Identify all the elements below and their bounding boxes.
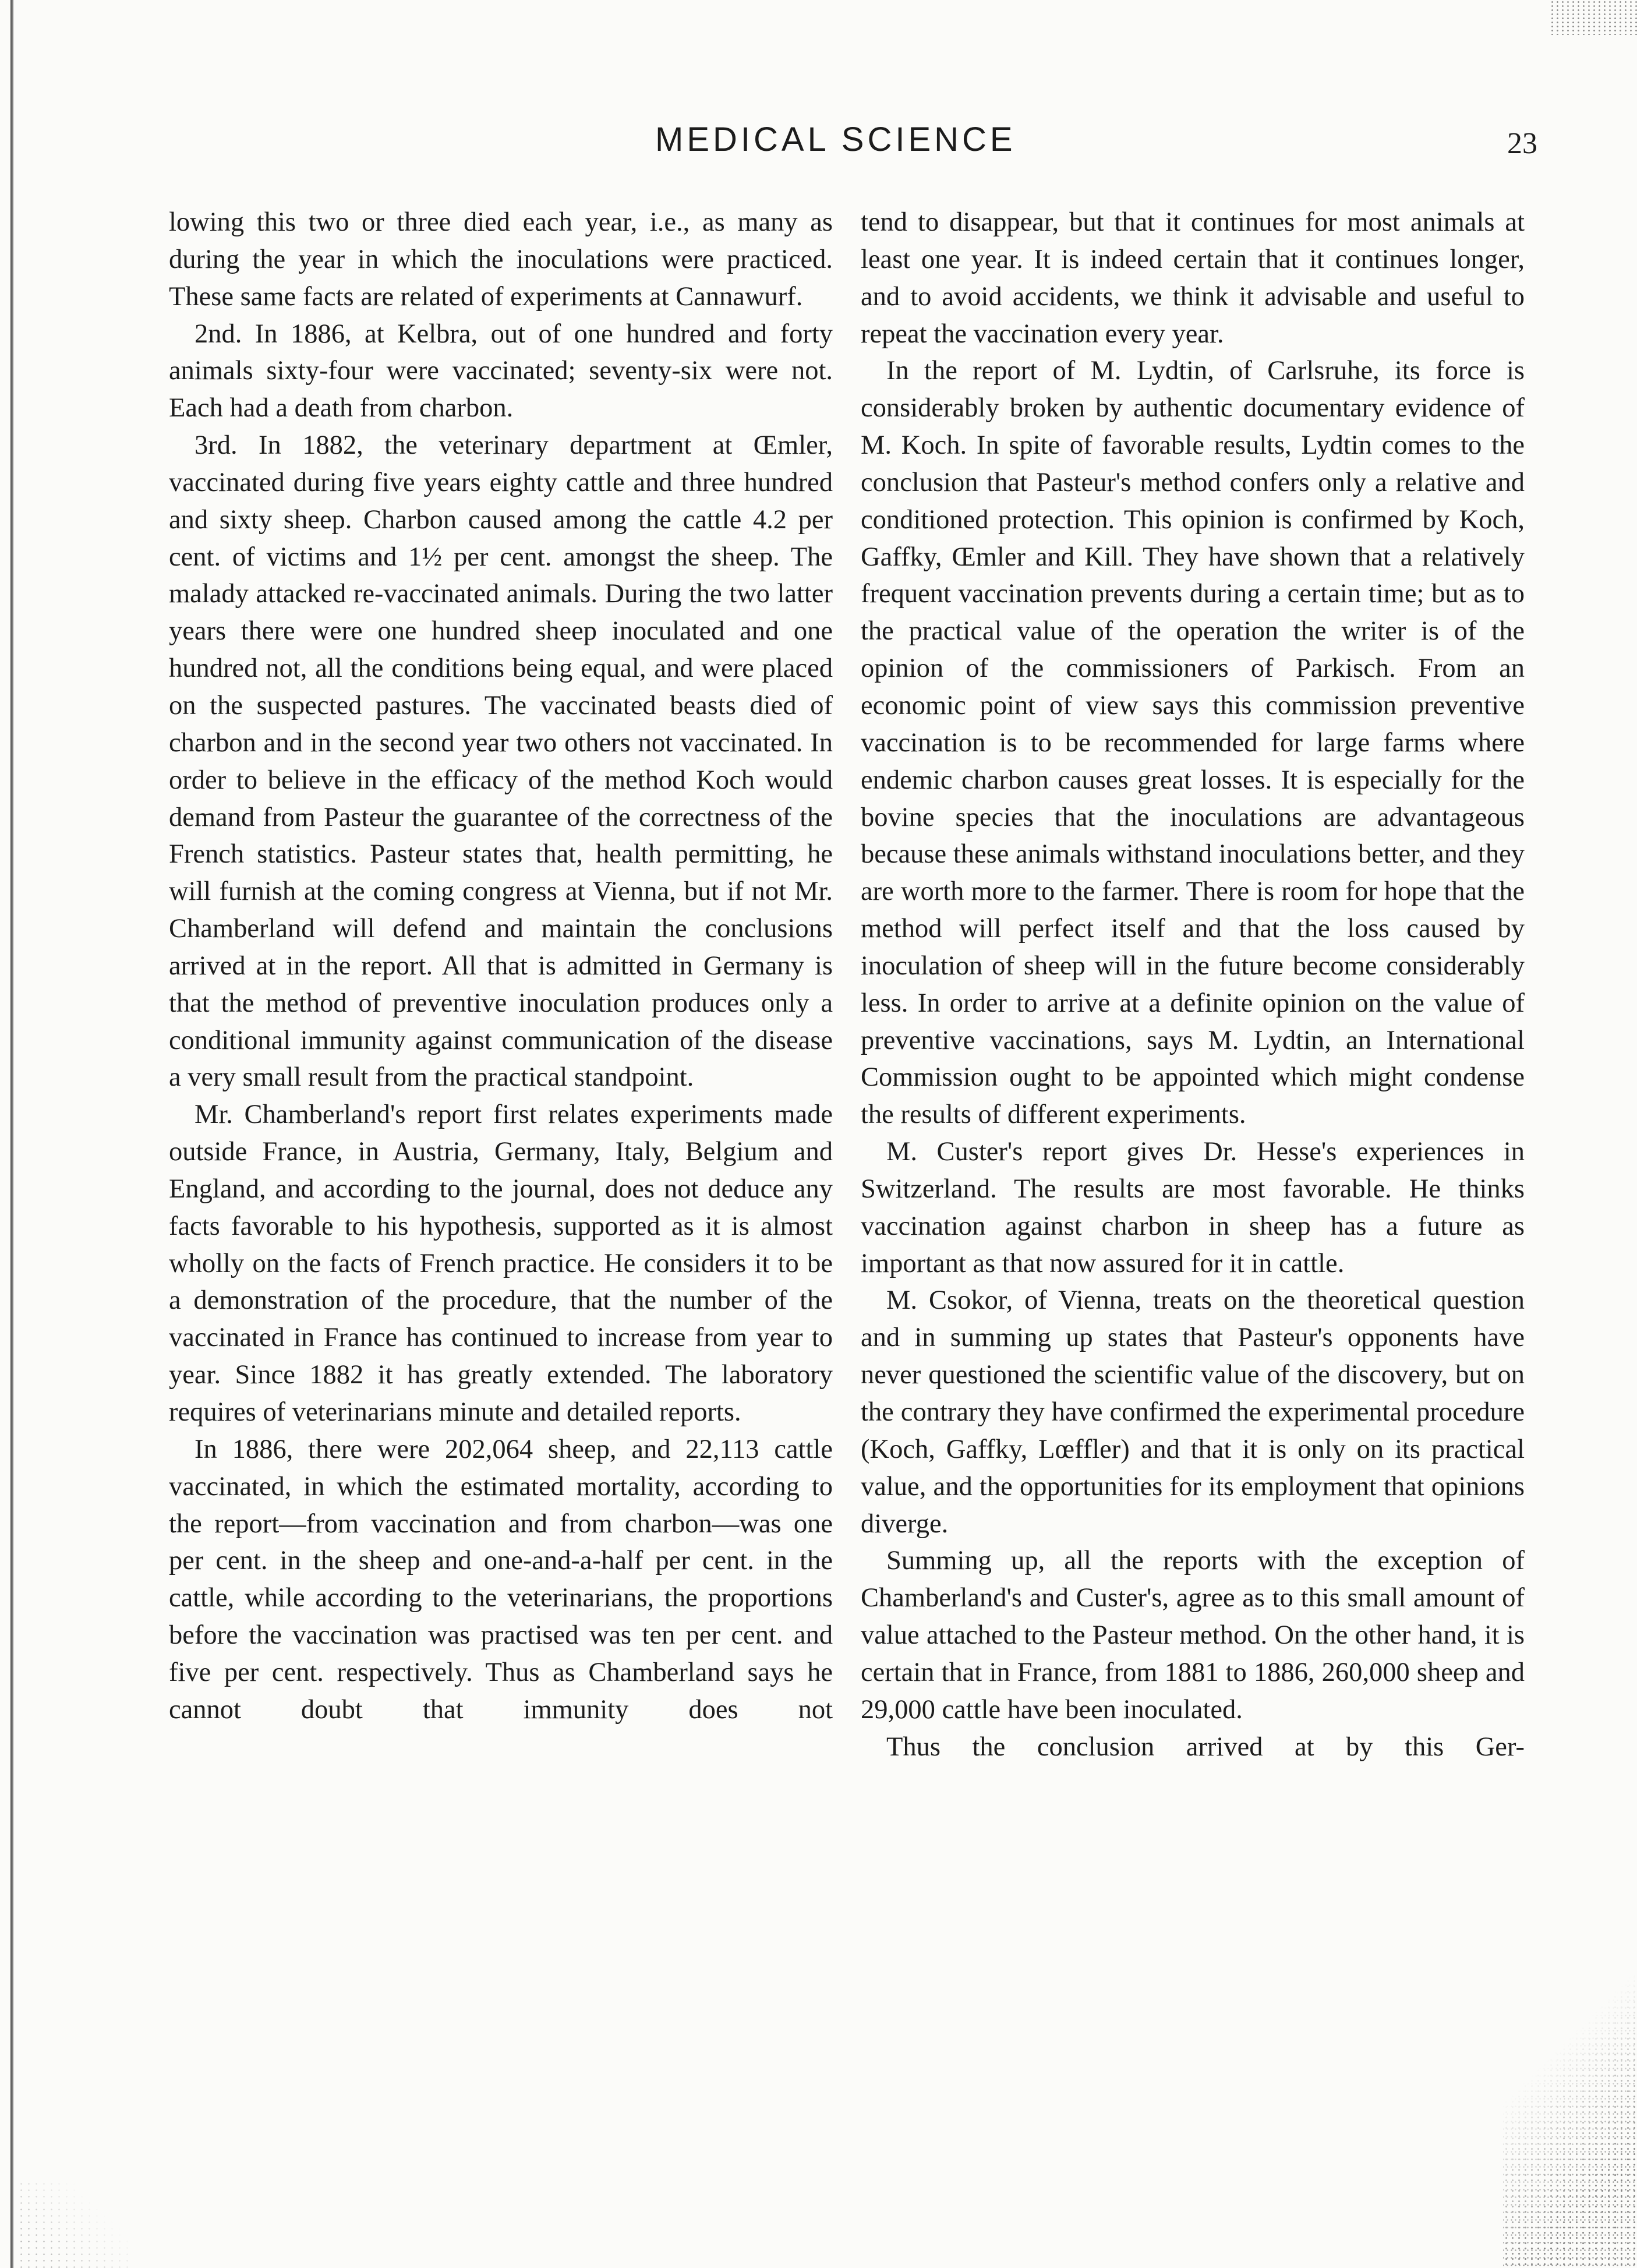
paragraph: 2nd. In 1886, at Kelbra, out of one hundred and forty animals sixty-four were vaccinated; seventy-six were not. Each had a death from charbon. — [169, 319, 833, 423]
paragraph: In 1886, there were 202,064 sheep, and 22,113 cattle vaccinated, in which the estimated mortality, according to the report—from vaccination and from charbon—was one per cent. in the sheep and one-and-a-half per cent. in the cattle, while according to the veterinarians, the proportions before the vaccination was practised was ten per cent. and five per cent. respectively. Thus as Chamberland says he cannot doubt that immunity does not — [169, 1434, 833, 1725]
paragraph: lowing this two or three died each year, i.e., as many as during the year in which the inoculations were practiced. These same facts are related of experiments at Cannawurf. — [169, 207, 833, 312]
text-column-left — [169, 204, 833, 1729]
paragraph: Mr. Chamberland's report first relates experiments made outside France, in Austria, Germany, Italy, Belgium and England, and according to the journal, does not deduce any facts favorable to his hypothesis, supported as it is almost wholly on the facts of French practice. He considers it to be a demonstration of the procedure, that the number of the vaccinated in France has continued to increase from year to year. Since 1882 it has greatly extended. The laboratory requires of veterinarians minute and detailed reports. — [169, 1100, 833, 1427]
paragraph: Thus the conclusion arrived at by this Ger- — [886, 1732, 1525, 1762]
binding-edge — [10, 0, 14, 2268]
paragraph: tend to disappear, but that it continues for most animals at least one year. It is indeed certain that it continues longer, and to avoid accidents, we think it advisable and useful to repeat the vaccination every year. — [861, 207, 1525, 349]
text-column-right — [861, 204, 1525, 1765]
paragraph: M. Custer's report gives Dr. Hesse's experiences in Switzerland. The results are most favorable. He thinks vaccination against charbon in sheep has a future as important as that now assured for it in cattle. — [861, 1137, 1525, 1278]
paragraph: 3rd. In 1882, the veterinary department at Œmler, vaccinated during five years eighty cattle and three hundred and sixty sheep. Charbon caused among the cattle 4.2 per cent. of victims and 1½ per cent. amongst the sheep. The malady attacked re-vaccinated animals. During the two latter years there were one hundred sheep inoculated and one hundred not, all the conditions being equal, and were placed on the suspected pastures. The vaccinated beasts died of charbon and in the second year two others not vaccinated. In order to believe in the efficacy of the method Koch would demand from Pasteur the guarantee of the correctness of the French statistics. Pasteur states that, health permitting, he will furnish at the coming congress at Vienna, but if not Mr. Chamberland will defend and maintain the conclusions arrived at in the report. All that is admitted in Germany is that the method of preventive inoculation produces only a conditional immunity against communication of the disease a very small result from the practical standpoint. — [169, 430, 833, 1093]
running-title: MEDICAL SCIENCE — [655, 121, 1016, 158]
scan-smudge-bottom-left — [17, 2181, 134, 2268]
paragraph: Summing up, all the reports with the exception of Chamberland's and Custer's, agree as to this small amount of value attached to the Pasteur method. On the other hand, it is certain that in France, from 1881 to 1886, 260,000 sheep and 29,000 cattle have been inoculated. — [861, 1546, 1525, 1725]
paragraph: In the report of M. Lydtin, of Carlsruhe, its force is considerably broken by authentic documentary evidence of M. Koch. In spite of favorable results, Lydtin comes to the conclusion that Pasteur's method confers only a relative and conditioned protection. This opinion is confirmed by Koch, Gaffky, Œmler and Kill. They have shown that a relatively frequent vaccination prevents during a certain time; but as to the practical value of the operation the writer is of the opinion of the commissioners of Parkisch. From an economic point of view says this commission preventive vaccination is to be recommended for large farms where endemic charbon causes great losses. It is especially for the bovine species that the inoculations are advantageous because these animals withstand inoculations better, and they are worth more to the farmer. There is room for hope that the method will perfect itself and that the loss caused by inoculation of sheep will in the future become considerably less. In order to arrive at a definite opinion on the value of preventive vaccinations, says M. Lydtin, an International Commission ought to be appointed which might condense the results of different experiments. — [861, 356, 1525, 1130]
scan-smudge-bottom-right — [1503, 1942, 1637, 2268]
page-number: 23 — [1507, 127, 1537, 160]
scan-speckle-top-right — [1550, 0, 1637, 35]
paragraph: M. Csokor, of Vienna, treats on the theoretical question and in summing up states that Pasteur's opponents have never questioned the scientific value of the discovery, but on the contrary they have confirmed the experimental procedure (Koch, Gaffky, Lœffler) and that it is only on its practical value, and the opportunities for its employment that opinions diverge. — [861, 1285, 1525, 1539]
